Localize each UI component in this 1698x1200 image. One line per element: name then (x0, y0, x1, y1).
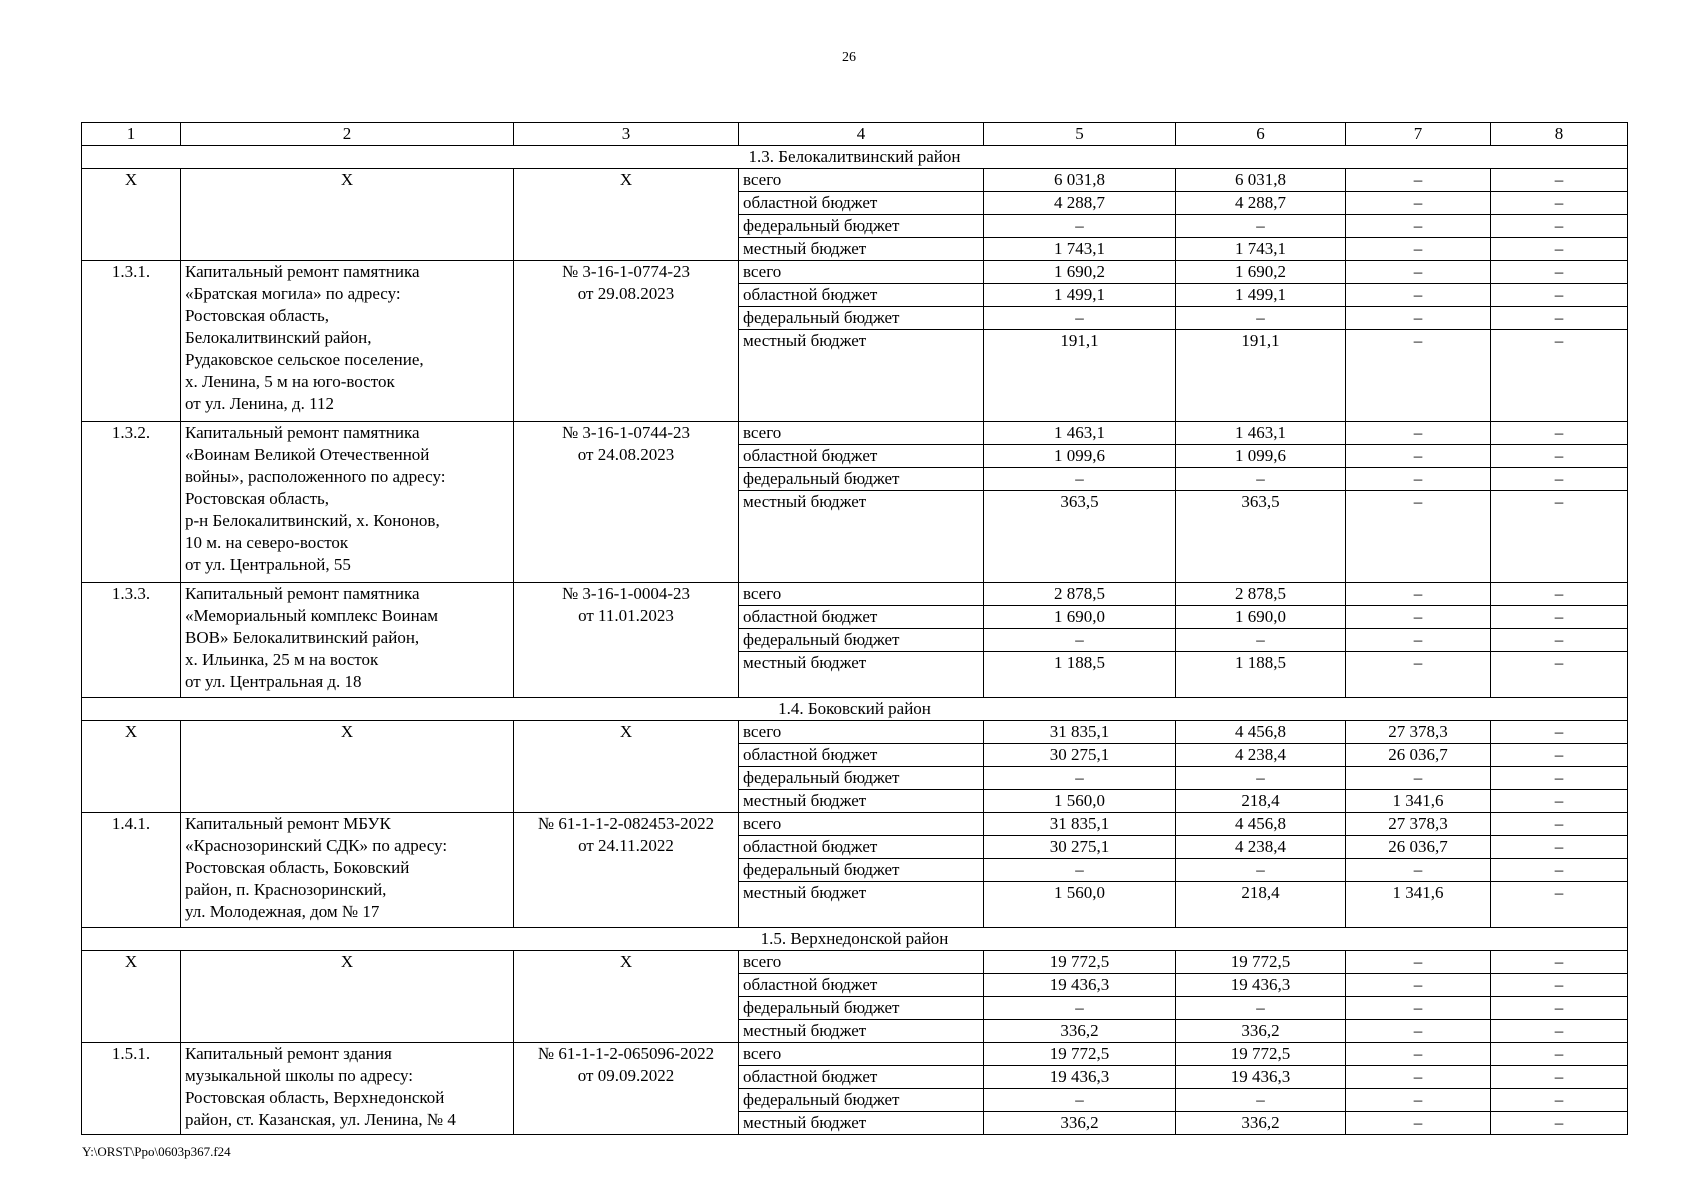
budget-value: – (1491, 238, 1628, 261)
budget-value: – (1346, 468, 1491, 491)
budget-value: – (1491, 859, 1628, 882)
budget-value: – (1491, 215, 1628, 238)
budget-value: 19 772,5 (984, 951, 1176, 974)
budget-value: 336,2 (1176, 1112, 1346, 1135)
budget-value: – (984, 307, 1176, 330)
budget-label: областной бюджет (739, 445, 984, 468)
budget-value: – (1346, 859, 1491, 882)
description-line: музыкальной школы по адресу: (185, 1066, 414, 1085)
budget-label: всего (739, 721, 984, 744)
budget-value: – (1491, 1112, 1628, 1135)
description-line: Капитальный ремонт МБУК (185, 814, 391, 833)
budget-value: – (1346, 1089, 1491, 1112)
budget-value: – (1346, 629, 1491, 652)
column-header: 7 (1346, 123, 1491, 146)
document-line: № 61-1-1-2-082453-2022 (537, 814, 715, 833)
table-row (82, 583, 1628, 606)
budget-value: – (1346, 192, 1491, 215)
budget-value: – (1491, 330, 1628, 422)
budget-label: всего (739, 1043, 984, 1066)
budget-value: 1 690,0 (1176, 606, 1346, 629)
budget-value: – (1491, 790, 1628, 813)
column-header: 4 (739, 123, 984, 146)
budget-value: 1 099,6 (1176, 445, 1346, 468)
budget-value: 19 436,3 (984, 974, 1176, 997)
column-header: 8 (1491, 123, 1628, 146)
description-line: «Братская могила» по адресу: (185, 284, 401, 303)
budget-value: – (984, 1089, 1176, 1112)
budget-label: местный бюджет (739, 652, 984, 698)
budget-value: 1 560,0 (984, 882, 1176, 928)
budget-value: – (1491, 307, 1628, 330)
budget-value: 4 456,8 (1176, 813, 1346, 836)
budget-value: 31 835,1 (984, 813, 1176, 836)
budget-value: – (1491, 422, 1628, 445)
section-title: 1.3. Белокалитвинский район (82, 146, 1628, 169)
description-line: ВОВ» Белокалитвинский район, (185, 628, 420, 647)
budget-value: – (1176, 859, 1346, 882)
description-line: Ростовская область, (185, 306, 330, 325)
budget-value: 1 499,1 (1176, 284, 1346, 307)
budget-value: – (1176, 215, 1346, 238)
section-title: 1.5. Верхнедонской район (82, 928, 1628, 951)
budget-value: 1 341,6 (1346, 882, 1491, 928)
page-number: 26 (842, 50, 856, 65)
budget-value: – (1346, 330, 1491, 422)
budget-value: 19 436,3 (1176, 1066, 1346, 1089)
description-line: Ростовская область, Боковский (185, 858, 410, 877)
budget-value: – (984, 767, 1176, 790)
budget-value: – (1491, 721, 1628, 744)
budget-label: местный бюджет (739, 790, 984, 813)
budget-value: 1 463,1 (1176, 422, 1346, 445)
budget-value: – (1491, 261, 1628, 284)
item-document (514, 422, 739, 583)
budget-value: – (1346, 284, 1491, 307)
budget-value: 6 031,8 (984, 169, 1176, 192)
budget-value: – (1176, 629, 1346, 652)
budget-value: 363,5 (984, 491, 1176, 583)
budget-value: 336,2 (1176, 1020, 1346, 1043)
budget-value: – (1176, 997, 1346, 1020)
budget-value: 336,2 (984, 1112, 1176, 1135)
document-line: от 11.01.2023 (578, 606, 674, 625)
document-line: № 61-1-1-2-065096-2022 (537, 1044, 715, 1063)
budget-label: федеральный бюджет (739, 307, 984, 330)
document-line: от 24.11.2022 (578, 836, 674, 855)
budget-value: 19 772,5 (984, 1043, 1176, 1066)
description-line: от ул. Центральной, 55 (185, 555, 351, 574)
budget-label: всего (739, 422, 984, 445)
description-line: Капитальный ремонт памятника (185, 262, 420, 281)
budget-value: – (1176, 468, 1346, 491)
budget-label: областной бюджет (739, 1066, 984, 1089)
total-marker: X (82, 951, 181, 1043)
description-line: Ростовская область, Верхнедонской (185, 1088, 445, 1107)
description-line: Белокалитвинский район, (185, 328, 372, 347)
budget-label: всего (739, 261, 984, 284)
budget-value: – (1491, 836, 1628, 859)
description-line: район, п. Краснозоринский, (185, 880, 387, 899)
budget-value: – (1346, 767, 1491, 790)
budget-value: – (1491, 468, 1628, 491)
budget-value: – (1176, 767, 1346, 790)
budget-value: – (1491, 629, 1628, 652)
budget-label: местный бюджет (739, 238, 984, 261)
budget-label: областной бюджет (739, 606, 984, 629)
budget-value: 1 560,0 (984, 790, 1176, 813)
budget-value: – (1346, 1066, 1491, 1089)
item-description (181, 422, 514, 583)
description-line: от ул. Центральная д. 18 (185, 672, 362, 691)
budget-value: – (984, 215, 1176, 238)
budget-value: – (1491, 767, 1628, 790)
budget-value: 2 878,5 (984, 583, 1176, 606)
description-line: х. Ильинка, 25 м на восток (185, 650, 379, 669)
budget-label: всего (739, 813, 984, 836)
budget-value: – (1346, 215, 1491, 238)
budget-value: – (1346, 606, 1491, 629)
budget-label: областной бюджет (739, 284, 984, 307)
item-number: 1.3.1. (82, 261, 181, 422)
budget-value: 26 036,7 (1346, 836, 1491, 859)
budget-value: – (1346, 1020, 1491, 1043)
budget-value: 1 690,0 (984, 606, 1176, 629)
budget-value: – (1346, 1112, 1491, 1135)
budget-value: 4 288,7 (1176, 192, 1346, 215)
description-line: Капитальный ремонт памятника (185, 423, 420, 442)
budget-value: 26 036,7 (1346, 744, 1491, 767)
document-line: № 3-16-1-0004-23 (561, 584, 691, 603)
section-row (82, 698, 1628, 721)
budget-value: – (1491, 1043, 1628, 1066)
budget-value: – (1491, 997, 1628, 1020)
budget-value: – (1491, 1089, 1628, 1112)
total-marker: X (181, 721, 514, 813)
budget-label: областной бюджет (739, 974, 984, 997)
budget-label: областной бюджет (739, 744, 984, 767)
description-line: ул. Молодежная, дом № 17 (185, 902, 380, 921)
budget-value: 336,2 (984, 1020, 1176, 1043)
budget-value: 4 288,7 (984, 192, 1176, 215)
budget-value: – (1491, 951, 1628, 974)
item-document (514, 1043, 739, 1135)
budget-value: – (984, 997, 1176, 1020)
item-number: 1.4.1. (82, 813, 181, 928)
description-line: х. Ленина, 5 м на юго-восток (185, 372, 395, 391)
budget-value: – (1491, 491, 1628, 583)
item-number: 1.5.1. (82, 1043, 181, 1135)
budget-value: 2 878,5 (1176, 583, 1346, 606)
column-header: 1 (82, 123, 181, 146)
budget-value: 1 341,6 (1346, 790, 1491, 813)
budget-value: – (1346, 445, 1491, 468)
budget-value: 1 690,2 (984, 261, 1176, 284)
budget-label: федеральный бюджет (739, 859, 984, 882)
table-row (82, 1043, 1628, 1066)
budget-value: – (1346, 1043, 1491, 1066)
budget-value: 19 436,3 (984, 1066, 1176, 1089)
column-header: 2 (181, 123, 514, 146)
budget-value: 30 275,1 (984, 836, 1176, 859)
budget-value: – (1491, 169, 1628, 192)
table-row (82, 261, 1628, 284)
document-line: от 09.09.2022 (577, 1066, 675, 1085)
budget-value: – (1491, 583, 1628, 606)
total-marker: X (514, 951, 739, 1043)
budget-table (81, 122, 1628, 1135)
budget-value: – (1491, 606, 1628, 629)
budget-value: – (1491, 445, 1628, 468)
footer-path: Y:\ORST\Ppo\0603p367.f24 (82, 1144, 231, 1159)
budget-label: областной бюджет (739, 192, 984, 215)
description-line: р-н Белокалитвинский, х. Кононов, (185, 511, 440, 530)
budget-value: – (1491, 974, 1628, 997)
budget-value: – (1491, 813, 1628, 836)
budget-value: – (1346, 652, 1491, 698)
budget-value: 191,1 (1176, 330, 1346, 422)
budget-value: 191,1 (984, 330, 1176, 422)
column-header: 3 (514, 123, 739, 146)
budget-value: – (1491, 1066, 1628, 1089)
description-line: от ул. Ленина, д. 112 (185, 394, 335, 413)
section-row (82, 928, 1628, 951)
budget-label: федеральный бюджет (739, 767, 984, 790)
item-number: 1.3.2. (82, 422, 181, 583)
budget-value: 1 499,1 (984, 284, 1176, 307)
table-row (82, 951, 1628, 974)
budget-value: – (1491, 744, 1628, 767)
table-row (82, 813, 1628, 836)
document-line: от 29.08.2023 (577, 284, 675, 303)
budget-value: – (1176, 1089, 1346, 1112)
budget-value: 4 238,4 (1176, 744, 1346, 767)
budget-label: федеральный бюджет (739, 997, 984, 1020)
description-line: войны», расположенного по адресу: (185, 467, 446, 486)
budget-value: – (1176, 307, 1346, 330)
budget-value: – (1346, 169, 1491, 192)
budget-label: местный бюджет (739, 1020, 984, 1043)
budget-value: – (984, 629, 1176, 652)
budget-value: 1 463,1 (984, 422, 1176, 445)
budget-value: – (1346, 974, 1491, 997)
budget-value: – (1491, 1020, 1628, 1043)
budget-value: 27 378,3 (1346, 721, 1491, 744)
budget-label: федеральный бюджет (739, 1089, 984, 1112)
item-number: 1.3.3. (82, 583, 181, 698)
table-row (82, 422, 1628, 445)
budget-value: – (1346, 422, 1491, 445)
total-marker: X (82, 169, 181, 261)
item-description (181, 583, 514, 698)
budget-value: 1 743,1 (1176, 238, 1346, 261)
description-line: Капитальный ремонт здания (185, 1044, 392, 1063)
table-row (82, 721, 1628, 744)
description-line: район, ст. Казанская, ул. Ленина, № 4 (185, 1110, 456, 1129)
budget-label: федеральный бюджет (739, 468, 984, 491)
budget-value: 30 275,1 (984, 744, 1176, 767)
item-description (181, 1043, 514, 1135)
budget-value: – (1346, 491, 1491, 583)
budget-value: 19 436,3 (1176, 974, 1346, 997)
document-line: № 3-16-1-0744-23 (561, 423, 691, 442)
budget-label: всего (739, 951, 984, 974)
budget-value: 218,4 (1176, 790, 1346, 813)
table-body (82, 123, 1628, 1135)
column-header: 6 (1176, 123, 1346, 146)
budget-value: 19 772,5 (1176, 1043, 1346, 1066)
description-line: 10 м. на северо-восток (185, 533, 349, 552)
budget-value: 1 743,1 (984, 238, 1176, 261)
table-row (82, 169, 1628, 192)
budget-label: федеральный бюджет (739, 629, 984, 652)
item-description (181, 813, 514, 928)
description-line: «Краснозоринский СДК» по адресу: (185, 836, 448, 855)
budget-value: – (1346, 951, 1491, 974)
total-marker: X (181, 169, 514, 261)
budget-value: – (1346, 583, 1491, 606)
description-line: «Воинам Великой Отечественной (185, 445, 430, 464)
description-line: «Мемориальный комплекс Воинам (185, 606, 439, 625)
budget-label: всего (739, 169, 984, 192)
budget-value: 31 835,1 (984, 721, 1176, 744)
budget-value: 1 188,5 (1176, 652, 1346, 698)
budget-value: – (1346, 307, 1491, 330)
budget-value: – (1491, 192, 1628, 215)
budget-value: – (1491, 882, 1628, 928)
budget-label: всего (739, 583, 984, 606)
budget-label: местный бюджет (739, 330, 984, 422)
budget-value: – (1491, 284, 1628, 307)
section-row (82, 146, 1628, 169)
budget-value: – (984, 468, 1176, 491)
budget-value: 363,5 (1176, 491, 1346, 583)
budget-value: 4 456,8 (1176, 721, 1346, 744)
item-document (514, 583, 739, 698)
budget-value: 19 772,5 (1176, 951, 1346, 974)
budget-value: 6 031,8 (1176, 169, 1346, 192)
column-header-row (82, 123, 1628, 146)
budget-value: – (1346, 261, 1491, 284)
document-line: от 24.08.2023 (577, 445, 675, 464)
budget-label: местный бюджет (739, 491, 984, 583)
budget-value: – (1346, 238, 1491, 261)
budget-label: федеральный бюджет (739, 215, 984, 238)
budget-label: областной бюджет (739, 836, 984, 859)
budget-value: – (1346, 997, 1491, 1020)
item-description (181, 261, 514, 422)
budget-value: – (984, 859, 1176, 882)
total-marker: X (82, 721, 181, 813)
budget-value: 1 188,5 (984, 652, 1176, 698)
budget-value: 218,4 (1176, 882, 1346, 928)
document-line: № 3-16-1-0774-23 (561, 262, 691, 281)
item-document (514, 813, 739, 928)
budget-value: 27 378,3 (1346, 813, 1491, 836)
section-title: 1.4. Боковский район (82, 698, 1628, 721)
budget-value: – (1491, 652, 1628, 698)
column-header: 5 (984, 123, 1176, 146)
total-marker: X (181, 951, 514, 1043)
budget-label: местный бюджет (739, 1112, 984, 1135)
budget-value: 1 690,2 (1176, 261, 1346, 284)
total-marker: X (514, 721, 739, 813)
budget-value: 1 099,6 (984, 445, 1176, 468)
budget-value: 4 238,4 (1176, 836, 1346, 859)
description-line: Ростовская область, (185, 489, 330, 508)
description-line: Рудаковское сельское поселение, (185, 350, 424, 369)
item-document (514, 261, 739, 422)
description-line: Капитальный ремонт памятника (185, 584, 420, 603)
budget-label: местный бюджет (739, 882, 984, 928)
total-marker: X (514, 169, 739, 261)
